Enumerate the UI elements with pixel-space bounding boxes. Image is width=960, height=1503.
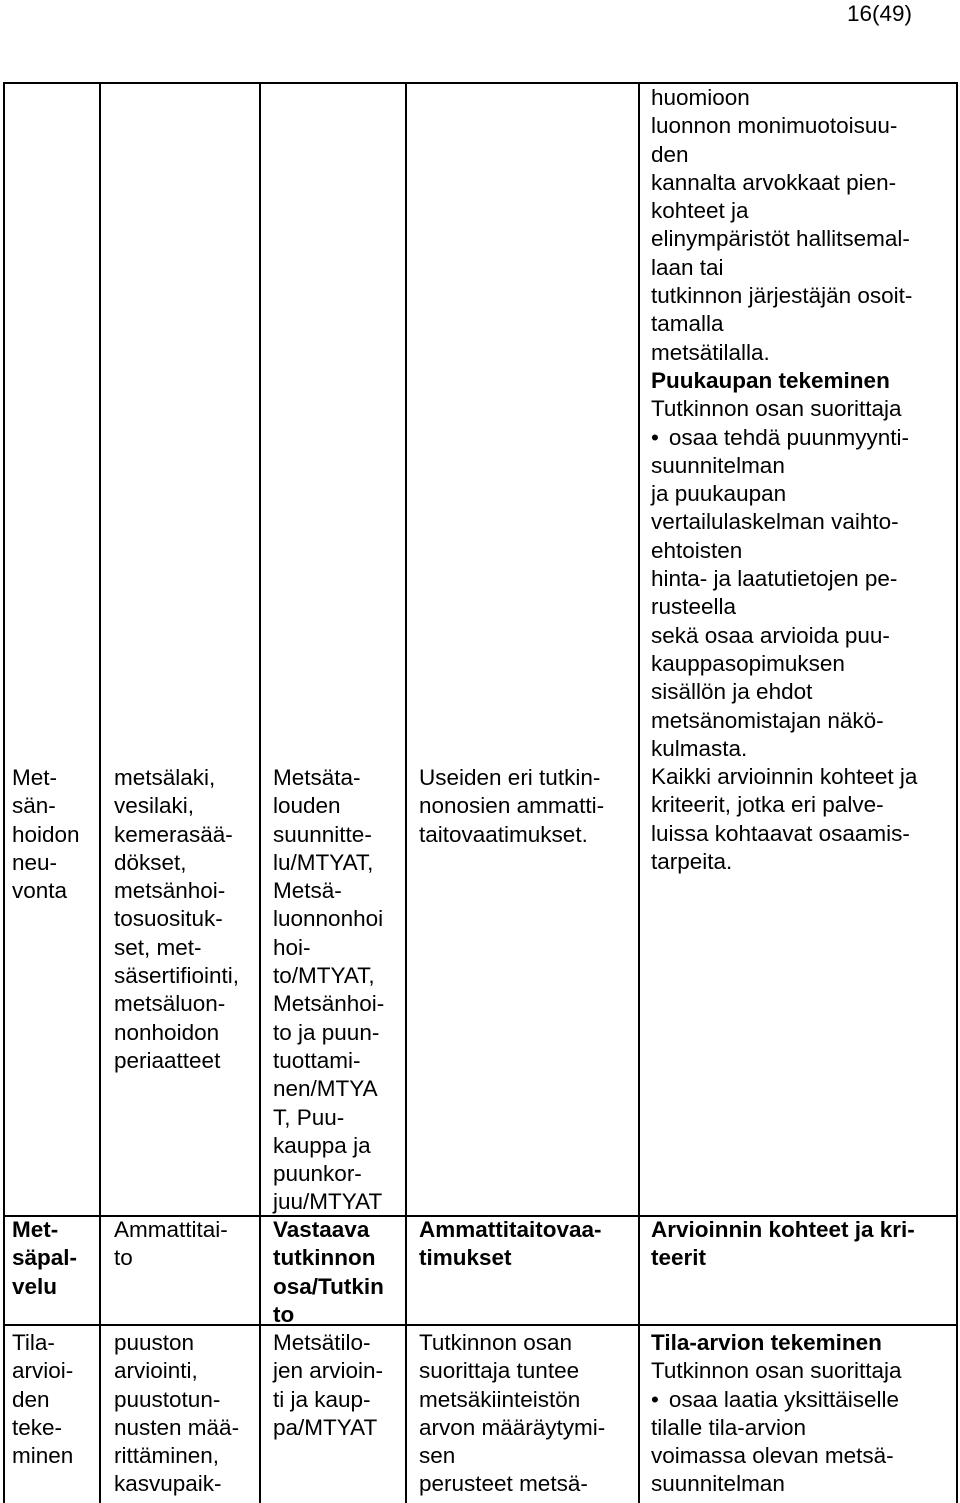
section2-requirements-cell: Ammattitaitovaa- timukset xyxy=(419,1217,602,1271)
section1-requirements-cell: Useiden eri tutkin- nonosien ammatti- taitovaatimukset. xyxy=(419,765,605,847)
table-vertical-rule xyxy=(99,82,101,1503)
section3-requirements-cell: Tutkinnon osan suorittaja tuntee metsäkiinteistön arvon määräytymi- sen perusteet metsä- xyxy=(419,1330,606,1497)
section3-field-cell: Tila- arvioi- den teke- minen xyxy=(12,1330,74,1469)
page-number: 16(49) xyxy=(846,1,912,26)
timber-sale-heading: Puukaupan tekeminen xyxy=(651,367,890,393)
competence-table xyxy=(3,82,958,1503)
timber-sale-bullet-continuation: suunnitelman ja puukaupan vertailulaskelman vaihto- ehtoisten hinta- ja laatutietojen pe- rusteella sekä osaa arvioida puu- kauppasopimuksen sisällön ja ehdot metsänomistajan näkö- kulmasta. xyxy=(651,452,899,761)
estate-appraisal-heading: Tila-arvion tekeminen xyxy=(651,1330,882,1355)
timber-sale-bullet: • osaa tehdä puunmyynti- xyxy=(651,424,917,452)
estate-appraisal-bullet: • osaa laatia yksittäiselle xyxy=(651,1386,902,1414)
section1-criteria-text: Kaikki arvioinnin kohteet ja kriteerit, jotka eri palve- luissa kohtaavat osaamis- tarpeita. xyxy=(651,764,918,875)
table-vertical-rule xyxy=(259,82,261,1503)
section1-field-cell: Met- sän- hoidon neu- vonta xyxy=(12,765,80,904)
section1-criteria-top-text: huomioon luonnon monimuotoisuu- den kannalta arvokkaat pien- kohteet ja elinympäristöt hallitsemal- laan tai tutkinnon järjestäjän osoit- tamalla metsätilalla. xyxy=(651,85,913,365)
table-vertical-rule xyxy=(638,82,640,1503)
timber-sale-intro: Tutkinnon osan suorittaja xyxy=(651,396,902,422)
section1-criteria-cell xyxy=(651,84,917,876)
section3-content-cell: puuston arviointi, puustotun- nusten mää- rittäminen, kasvupaik- xyxy=(114,1330,240,1497)
estate-appraisal-intro: Tutkinnon osan suorittaja xyxy=(651,1358,902,1384)
table-horizontal-rule xyxy=(3,1324,958,1326)
section2-field-cell: Met- säpal- velu xyxy=(12,1217,78,1299)
section3-criteria-cell xyxy=(651,1329,902,1499)
table-vertical-rule xyxy=(405,82,407,1503)
section1-module-cell: Metsäta- louden suunnitte- lu/MTYAT, Metsä- luonnonhoi hoi- to/MTYAT, Metsänhoi- to ja puun- tuottami- nen/MTYA T, Puu- kauppa ja puunkor- juu/MTYAT xyxy=(273,765,385,1215)
table-vertical-rule xyxy=(3,82,5,1503)
section2-module-cell: Vastaava tutkinnon osa/Tutkin to xyxy=(273,1217,384,1327)
table-vertical-rule xyxy=(956,82,958,1503)
section2-criteria-cell: Arvioinnin kohteet ja kri- teerit xyxy=(651,1217,915,1271)
section1-content-cell: metsälaki, vesilaki, kemerasää- dökset, metsänhoi- tosuosituk- set, met- säsertifiointi, metsäluon- nonhoidon periaatteet xyxy=(114,765,240,1073)
section2-content-cell: Ammattitai- to xyxy=(114,1217,228,1271)
section3-module-cell: Metsätilo- jen arvioin- ti ja kaup- pa/MTYAT xyxy=(273,1330,384,1440)
estate-appraisal-bullet-continuation: tilalle tila-arvion voimassa olevan metsä- suunnitelman xyxy=(651,1414,894,1497)
